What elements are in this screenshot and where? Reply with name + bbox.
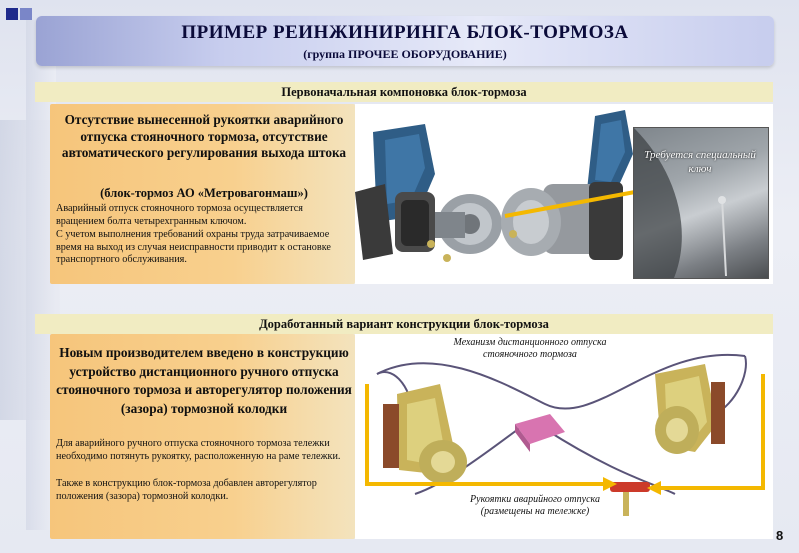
brake-unit-right xyxy=(501,110,633,260)
corner-square xyxy=(6,8,18,20)
paragraph: Для аварийного ручного отпуска стояночного тормоза тележки необходимо потянуть рукоятку, расположенную на раме тележки. xyxy=(56,438,341,462)
text-panel-original xyxy=(50,104,355,284)
paragraph: С учетом выполнения требований охраны труда затрачиваемое время на выход из случая неисправности приводит к остановке транспортного обслуживания. xyxy=(56,229,331,266)
page-number: 8 xyxy=(776,528,784,543)
handles-label: Рукоятки аварийного отпуска (размещены на тележке) xyxy=(470,494,600,517)
text-panel-revised xyxy=(50,334,355,539)
brake-unit-left xyxy=(355,124,502,262)
page-subtitle: (группа ПРОЧЕЕ ОБОРУДОВАНИЕ) xyxy=(303,47,507,61)
corner-square xyxy=(20,8,32,20)
paragraph: Аварийный отпуск стояночного тормоза осуществляется вращением болта четырехгранным ключом. xyxy=(56,203,303,227)
section-heading-original: Первоначальная компоновка блок-тормоза xyxy=(35,82,773,102)
mechanism-label: Механизм дистанционного отпуска стояночного тормоза xyxy=(453,337,607,360)
brake-unit-left xyxy=(383,384,467,484)
brake-unit-right xyxy=(655,364,725,454)
panel-title: Новым производителем введено в конструкцию устройство дистанционного ручного отпуска стояночного тормоза и авторегулятор положения (зазора) тормозной колодки xyxy=(56,345,352,416)
page-title: ПРИМЕР РЕИНЖИНИРИНГА БЛОК-ТОРМОЗА xyxy=(181,22,629,43)
manufacturer-label: (блок-тормоз АО «Метровагонмаш») xyxy=(100,186,308,200)
key-required-label: Требуется специальный ключ xyxy=(644,149,756,175)
paragraph: Также в конструкцию блок-тормоза добавлен авторегулятор положения (зазора) тормозной колодки. xyxy=(56,478,317,502)
section-heading-revised: Доработанный вариант конструкции блок-тормоза xyxy=(35,314,773,334)
title-bar xyxy=(36,16,774,66)
panel-title: Отсутствие вынесенной рукоятки аварийного отпуска стояночного тормоза, отсутствие автоматического регулирования выхода штока xyxy=(61,112,347,160)
